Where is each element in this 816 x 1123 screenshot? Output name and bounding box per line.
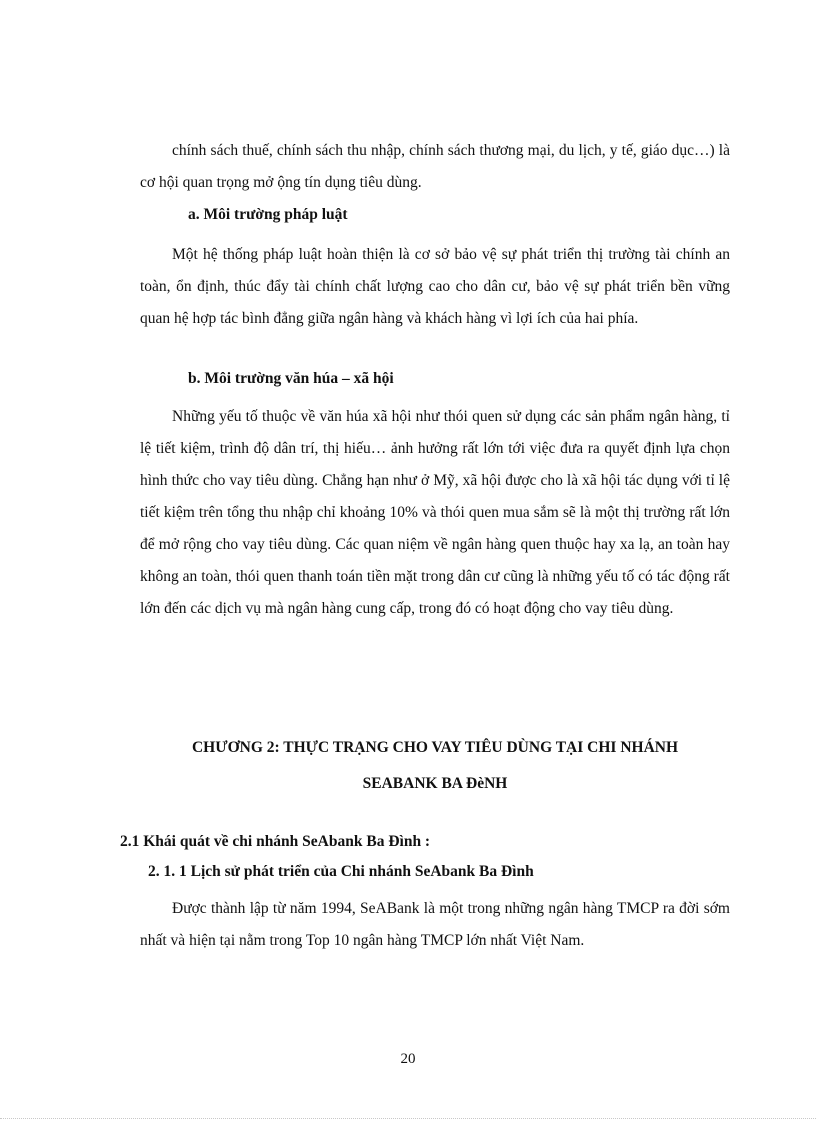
page-number: 20	[400, 1051, 416, 1067]
subheading-cultural-environment: b. Môi trường văn húa – xã hội	[188, 370, 394, 387]
subsection-heading-2-1-1: 2. 1. 1 Lịch sử phát triển của Chi nhánh SeAbank Ba Đình	[148, 863, 534, 880]
paragraph-legal-environment: Một hệ thống pháp luật hoàn thiện là cơ sở bảo vệ sự phát triển thị trường tài chính an toàn, ổn định, thúc đẩy tài chính chất lượng cao cho dân cư, bảo vệ sự phát triển bền vững quan hệ hợp tác bình đẳng giữa ngân hàng và khách hàng vì lợi ích của hai phía.	[140, 246, 730, 327]
subheading-legal-environment: a. Môi trường pháp luật	[188, 206, 348, 223]
chapter-title-line-1: CHƯƠNG 2: THỰC TRẠNG CHO VAY TIÊU DÙNG TẠI CHI NHÁNH	[191, 739, 679, 756]
paragraph-cultural-environment: Những yếu tố thuộc về văn húa xã hội như thói quen sử dụng các sản phẩm ngân hàng, tỉ lệ tiết kiệm, trình độ dân trí, thị hiếu… ảnh hưởng rất lớn tới việc đưa ra quyết định lựa chọn hình thức cho vay tiêu dùng. Chẳng hạn như ở Mỹ, xã hội được cho là xã hội tác dụng với tỉ lệ tiết kiệm trên tổng thu nhập chỉ khoảng 10% và thói quen mua sắm sẽ là một thị trường rất lớn để mở rộng cho vay tiêu dùng. Các quan niệm về ngân hàng quen thuộc hay xa lạ, an toàn hay không an toàn, thói quen thanh toán tiền mặt trong dân cư cũng là những yếu tố có tác động rất lớn đến các dịch vụ mà ngân hàng cung cấp, trong đó có hoạt động cho vay tiêu dùng.	[140, 408, 730, 617]
chapter-title-line-2: SEABANK BA ĐèNH	[362, 775, 508, 792]
section-heading-2-1: 2.1 Khái quát về chi nhánh SeAbank Ba Đình :	[120, 833, 431, 850]
paragraph-seabank-history: Được thành lập từ năm 1994, SeABank là một trong những ngân hàng TMCP ra đời sớm nhất và hiện tại nằm trong Top 10 ngân hàng TMCP lớn nhất Việt Nam.	[140, 900, 730, 949]
page-bottom-divider	[0, 1118, 816, 1119]
paragraph-continuation: chính sách thuế, chính sách thu nhập, chính sách thương mại, du lịch, y tế, giáo dục…) là cơ hội quan trọng mở ộng tín dụng tiêu dùng.	[140, 142, 730, 191]
